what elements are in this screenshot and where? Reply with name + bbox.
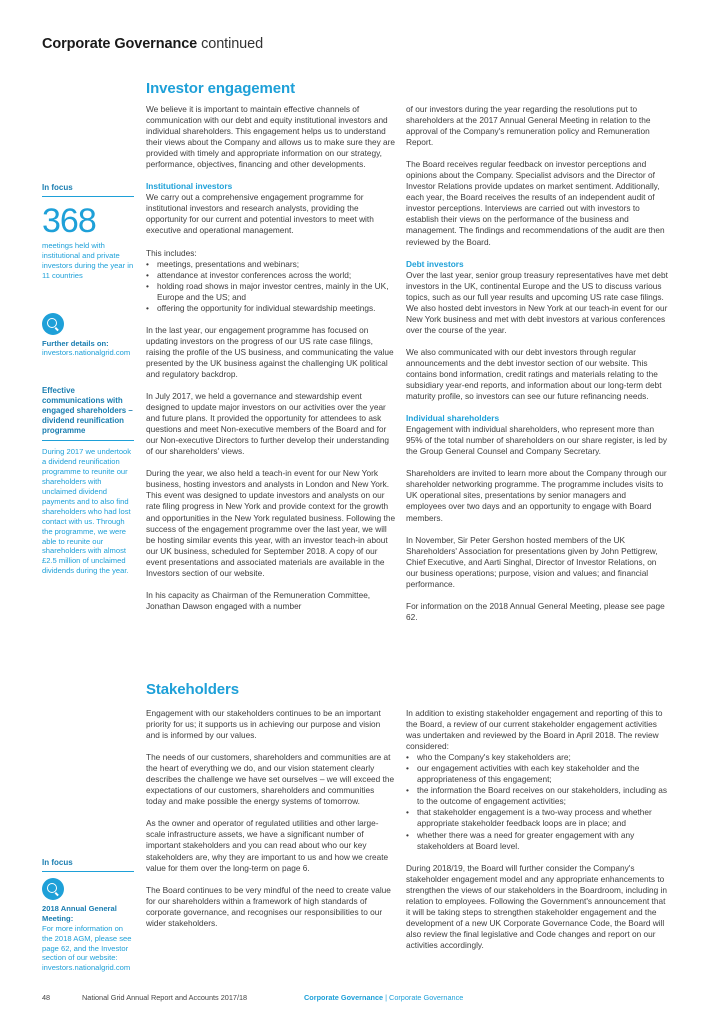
list-item: • our engagement activities with each key stakeholder and the appropriateness of this engagement; — [406, 763, 668, 785]
future-review-paragraph: During 2018/19, the Board will further consider the Company's stakeholder engagement model and any appropriate enhancements to strengthen the views of our stakeholders in the Boardroom, including in relation to employees. Following the Government's announcement that it will be taking steps to strengthen stakeholder engagement and the development of a new UK Corporate Governance Code, the Board will also review the final legislative and Code changes and report on our activities accordingly. — [406, 862, 668, 950]
debt-paragraph-2: We also communicated with our debt investors through regular announcements and the debt investor section of our website. This contains bond information, credit ratings and materials relating to the subsidiary year-end reports, and information about our long-term debt maturity profile, so investors can see our future refinancing needs. — [406, 346, 662, 402]
dividend-box-title: Effective communications with engaged shareholders – dividend reunification programme — [42, 386, 134, 441]
footer-section-light[interactable]: Corporate Governance — [389, 993, 464, 1002]
agm-paragraph: For information on the 2018 Annual General Meeting, please see page 62. — [406, 600, 665, 622]
in-focus-panel-bottom — [42, 858, 134, 973]
subheading-individual-shareholders: Individual shareholders — [406, 413, 500, 424]
investor-left-column — [146, 104, 396, 612]
search-icon[interactable] — [42, 878, 64, 900]
stat-number: 368 — [42, 201, 96, 240]
individual-paragraph: Engagement with individual shareholders, who represent more than 95% of the total number of shareholders on our share register, is led by the Group General Counsel and Company Secretary. — [406, 424, 668, 457]
institutional-paragraph: We carry out a comprehensive engagement programme for institutional investors and research analysts, providing the opportunity for our current and potential investors to meet with executive and operational management. — [146, 192, 374, 236]
includes-list — [146, 259, 396, 314]
stakeholders-paragraph-4: The Board continues to be very mindful of the need to create value for our shareholders within a framework of high standards of corporate governance, and recognises our responsibilities to our wider stakeholders. — [146, 884, 391, 928]
teach-in-paragraph: During the year, we also held a teach-in event for our New York business, hosting investors and analysts in London and New York. This event was designed to update investors and analysts on our rate filing progress in New York and provide context for the growth and opportunities in the New York regulated business. Following the success of the engagement programme over the last year, we will be hosting similar events this year, with an investor teach-in about our UK business, scheduled for September 2018. A copy of our event presentations and associated materials are available in the Investors section of our website. — [146, 468, 396, 578]
list-item: • holding road shows in major investor centres, mainly in the UK, Europe and the US; and — [146, 281, 396, 303]
page-header-suffix: continued — [201, 36, 264, 52]
review-paragraph: In addition to existing stakeholder engagement and reporting of this to the Board, a review of our current stakeholder engagement activities was undertaken and reviewed by the Board in April 2018. The review considered: — [406, 708, 663, 752]
section-title-investor-engagement: Investor engagement — [146, 80, 295, 97]
report-title: National Grid Annual Report and Accounts 2017/18 — [82, 993, 248, 1002]
investor-right-column — [406, 104, 668, 623]
last-year-paragraph: In the last year, our engagement programme has focused on updating investors on the progress of our US rate case filings, raising the profile of the US business, and communicating the value presented by the UK business against the challenging UK political and regulatory backdrop. — [146, 324, 394, 379]
list-item: • whether there was a need for greater engagement with any stakeholders at Board level. — [406, 830, 668, 852]
further-details-label: Further details on: — [42, 338, 109, 348]
institutional-section — [146, 181, 396, 236]
list-item: • attendance at investor conferences across the world; — [146, 270, 396, 281]
subheading-institutional-investors: Institutional investors — [146, 181, 233, 192]
includes-label: This includes: — [146, 247, 197, 258]
page-number: 48 — [42, 993, 51, 1002]
footer-section-bold[interactable]: Corporate Governance — [304, 993, 384, 1002]
stakeholders-paragraph-3: As the owner and operator of regulated utilities and other large-scale infrastructure assets, we have a significant number of important stakeholders and you can read about who our key stakeholders are, why they are important to us and how we create value for them over the long-term on page 6. — [146, 818, 389, 873]
individual-section — [406, 413, 668, 457]
july-paragraph: In July 2017, we held a governance and stewardship event designed to update major investors on our activities over the year and future plans. It provided the opportunity for attendees to ask questions and meet Non-executive members of the Board and for our Non-executive Directors to further develop their understanding of our shareholders' views. — [146, 391, 390, 457]
subheading-debt-investors: Debt investors — [406, 258, 464, 269]
in-focus-label: In focus — [42, 183, 134, 197]
search-icon[interactable] — [42, 313, 64, 335]
continued-paragraph: of our investors during the year regarding the resolutions put to shareholders at the 2017 Annual General Meeting in relation to the approval of the Company's remuneration policy and Remuneration Report. — [406, 104, 651, 148]
agm-text: For more information on the 2018 AGM, please see page 62, and the Investor section of our website: — [42, 923, 132, 963]
page-header-title: Corporate Governance — [42, 36, 198, 52]
debt-paragraph: Over the last year, senior group treasury representatives have met debt investors in the UK, continental Europe and the US to discuss various topics, such as our full year results and upcoming US rate case filings. We also hosted debt investors in New York at our teach-in event for our New York business and met with debt investors at various conferences over the course of the year. — [406, 269, 668, 335]
agm-title: 2018 Annual General Meeting: — [42, 903, 117, 923]
intro-paragraph: We believe it is important to maintain effective channels of communication with our debt and equity institutional investors and individual shareholders. This engagement helps us to understand their views about the Company and allows us to make sure they are provided with timely and appropriate information on our strategy, performance, objectives, financing and other developments. — [146, 104, 396, 170]
investors-link[interactable]: investors.nationalgrid.com — [42, 348, 131, 358]
footer-separator: | — [385, 993, 388, 1002]
debt-section — [406, 259, 668, 336]
footer-section — [304, 993, 463, 1002]
stakeholders-left-column — [146, 708, 396, 929]
list-item: • the information the Board receives on our stakeholders, including as to the outcome of engagement activities; — [406, 785, 668, 807]
chairman-paragraph: In his capacity as Chairman of the Remuneration Committee, Jonathan Dawson engaged with a number — [146, 589, 371, 611]
stakeholders-paragraph-2: The needs of our customers, shareholders and communities are at the heart of everything we do, and our vision statement clearly describes the challenge we have set ourselves – we will exceed the expectations of our customers, shareholders and communities today and make possible the energy systems of tomorrow. — [146, 752, 395, 807]
stakeholders-right-column — [406, 708, 668, 951]
board-feedback-paragraph: The Board receives regular feedback on investor perceptions and opinions about the Company. Specialist advisors and the Director of Investor Relations provide updates on market sentiment. Additionally, each year, the Board receives the results of an independent audit of investor perceptions. Interviews are carried out with investors to establish their views on the performance of the business and management. The findings and recommendations of the audit are then reviewed by the Board. — [406, 159, 665, 247]
in-focus-panel-top — [42, 183, 134, 576]
list-item: • meetings, presentations and webinars; — [146, 259, 396, 270]
dividend-box-text: During 2017 we undertook a dividend reunification programme to reunite our shareholders with unclaimed dividend payments and to also find shareholders who had lost contact with us. Through the programme, we were able to reunite our shareholders with almost £2.5 million of unclaimed dividends during the year. — [42, 447, 132, 576]
individual-paragraph-2: Shareholders are invited to learn more about the Company through our shareholder networking programme. The programme includes visits to UK operational sites, presentations by senior managers and employees over two days and an opportunity to engage with Board members. — [406, 468, 667, 523]
list-item: • offering the opportunity for individual stewardship meetings. — [146, 303, 396, 314]
stakeholders-paragraph-1: Engagement with our stakeholders continues to be an important priority for us; it supports us in achieving our purpose and vision and is informed by our values. — [146, 708, 381, 741]
page-header — [42, 36, 263, 52]
agm-investors-link[interactable]: investors.nationalgrid.com — [42, 963, 131, 973]
in-focus-label: In focus — [42, 858, 134, 872]
list-item: • who the Company's key stakeholders are; — [406, 752, 668, 763]
individual-paragraph-3: In November, Sir Peter Gershon hosted members of the UK Shareholders' Association for presentations given by John Pettigrew, Chief Executive, and Aarti Singhal, Director of Investor Relations, on our business operations; purpose, vision and values; and financial performance. — [406, 534, 658, 589]
review-list — [406, 752, 668, 851]
stat-description: meetings held with institutional and private investors during the year in 11 countries — [42, 240, 134, 280]
list-item: • that stakeholder engagement is a two-way process and whether appropriate stakeholder feedback loops are in place; and — [406, 807, 668, 829]
section-title-stakeholders: Stakeholders — [146, 681, 240, 698]
